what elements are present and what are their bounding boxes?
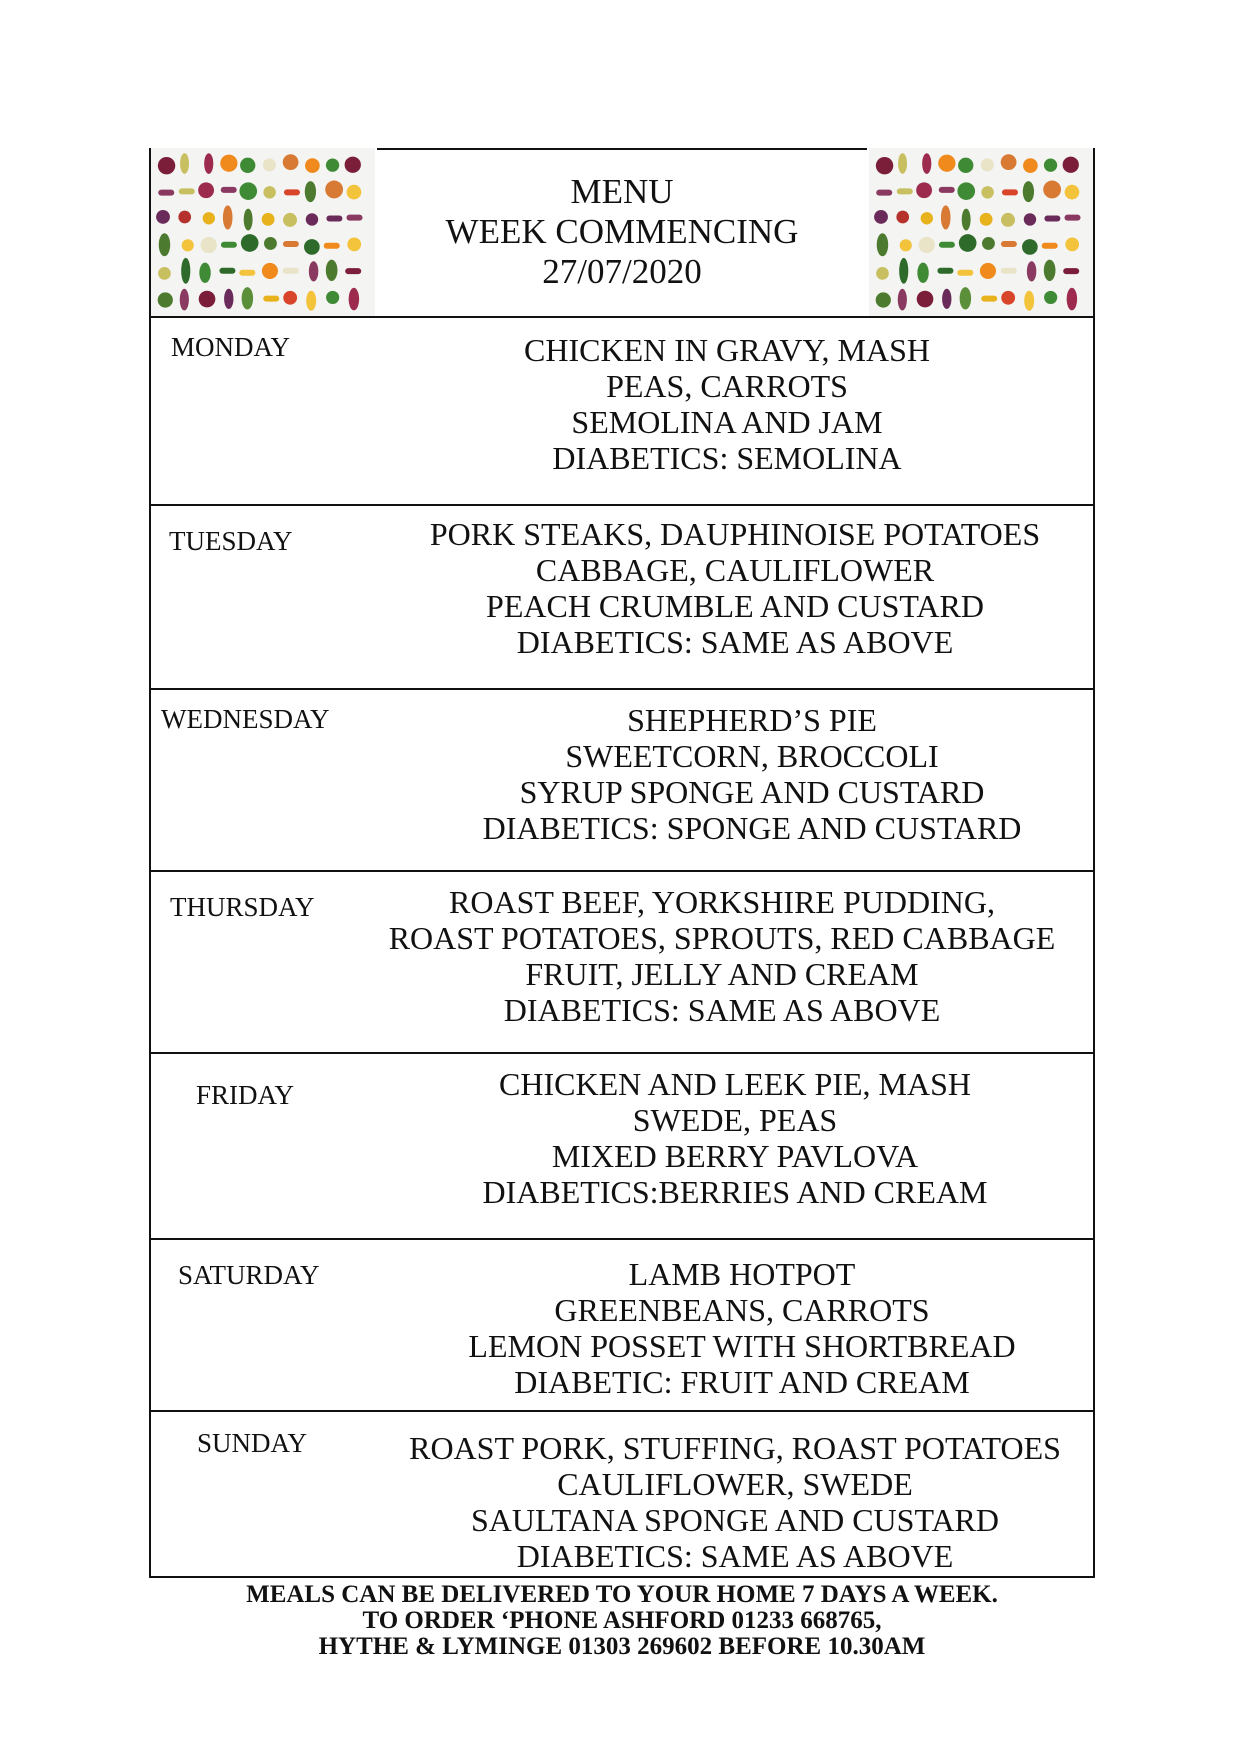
- vegetable-shape: [917, 263, 928, 283]
- day-row-wednesday: [151, 690, 1093, 872]
- vegetable-shape: [921, 212, 933, 224]
- vegetable-shape: [178, 211, 191, 224]
- vegetable-shape: [938, 155, 955, 172]
- day-label: THURSDAY: [170, 892, 315, 922]
- vegetable-shape: [324, 243, 340, 249]
- vegetable-shape: [896, 211, 909, 224]
- meal-line: GREENBEANS, CARROTS: [554, 1292, 930, 1328]
- menu-title: [377, 172, 867, 292]
- week-commencing-label: WEEK COMMENCING: [445, 212, 799, 251]
- meal-lines: [377, 1430, 1093, 1574]
- vegetables-image-right: [869, 148, 1093, 316]
- vegetable-shape: [181, 258, 190, 284]
- vegetable-shape: [876, 190, 892, 196]
- vegetable-shape: [1044, 291, 1057, 304]
- meal-line: DIABETICS:BERRIES AND CREAM: [482, 1174, 988, 1210]
- day-row-friday: [151, 1054, 1093, 1240]
- meal-lines: [361, 332, 1093, 476]
- vegetable-shape: [922, 153, 931, 174]
- vegetable-shape: [982, 237, 995, 250]
- vegetable-shape: [876, 267, 889, 280]
- vegetable-shape: [262, 263, 278, 279]
- vegetable-shape: [283, 268, 299, 274]
- vegetable-shape: [224, 289, 233, 309]
- meal-line: DIABETICS: SPONGE AND CUSTARD: [482, 810, 1022, 846]
- vegetable-shape: [916, 182, 932, 198]
- vegetable-shape: [900, 239, 912, 251]
- vegetable-shape: [1065, 185, 1080, 200]
- vegetable-shape: [325, 181, 343, 199]
- meal-line: FRUIT, JELLY AND CREAM: [525, 956, 919, 992]
- vegetable-shape: [198, 182, 214, 198]
- meal-line: ROAST POTATOES, SPROUTS, RED CABBAGE: [388, 920, 1056, 956]
- vegetable-shape: [919, 237, 935, 253]
- vegetable-shape: [941, 205, 951, 229]
- vegetable-shape: [201, 237, 217, 253]
- vegetable-shape: [283, 291, 297, 305]
- vegetable-shape: [306, 213, 318, 225]
- meal-line: ROAST PORK, STUFFING, ROAST POTATOES: [409, 1430, 1061, 1466]
- day-label: FRIDAY: [196, 1080, 295, 1110]
- vegetable-shape: [305, 181, 316, 202]
- vegetable-shape: [262, 213, 275, 226]
- vegetable-shape: [239, 182, 257, 200]
- meal-lines: [377, 516, 1093, 660]
- meal-lines: [351, 884, 1093, 1028]
- vegetable-shape: [1001, 268, 1017, 274]
- vegetable-shape: [959, 234, 977, 252]
- vegetable-shape: [1022, 239, 1038, 255]
- vegetable-shape: [158, 292, 173, 307]
- vegetable-shape: [345, 268, 361, 274]
- meal-line: CAULIFLOWER, SWEDE: [557, 1466, 913, 1502]
- vegetable-shape: [1001, 154, 1017, 170]
- vegetable-shape: [158, 157, 175, 174]
- vegetable-shape: [345, 157, 361, 173]
- vegetable-shape: [1001, 291, 1015, 305]
- meal-line: DIABETICS: SAME AS ABOVE: [516, 624, 954, 660]
- vegetable-shape: [957, 270, 973, 276]
- vegetable-shape: [897, 188, 913, 194]
- meal-lines: [391, 1256, 1093, 1400]
- day-row-monday: [151, 318, 1093, 506]
- vegetable-shape: [1065, 215, 1081, 221]
- vegetable-shape: [283, 213, 297, 227]
- vegetable-shape: [219, 268, 235, 274]
- vegetable-shape: [1044, 215, 1060, 221]
- vegetable-shape: [239, 270, 255, 276]
- vegetable-shape: [263, 186, 275, 198]
- meal-line: SHEPHERD’S PIE: [627, 702, 877, 738]
- vegetable-shape: [220, 155, 237, 172]
- vegetable-shape: [960, 287, 971, 309]
- ordering-info-footer: [149, 1582, 1095, 1660]
- vegetable-shape: [1024, 291, 1034, 311]
- meal-line: SEMOLINA AND JAM: [571, 404, 883, 440]
- meal-line: ROAST BEEF, YORKSHIRE PUDDING,: [449, 884, 995, 920]
- vegetable-shape: [1023, 181, 1034, 202]
- vegetable-shape: [1044, 260, 1056, 281]
- vegetable-shape: [876, 157, 893, 174]
- vegetable-shape: [347, 215, 363, 221]
- ashford-phone: TO ORDER ‘PHONE ASHFORD 01233 668765,: [362, 1607, 882, 1634]
- vegetable-shape: [305, 158, 320, 173]
- header-top-border: [377, 148, 867, 150]
- meal-line: CHICKEN IN GRAVY, MASH: [524, 332, 930, 368]
- meal-line: LAMB HOTPOT: [628, 1256, 856, 1292]
- vegetable-shape: [326, 215, 342, 221]
- meal-line: SYRUP SPONGE AND CUSTARD: [519, 774, 985, 810]
- vegetable-shape: [182, 239, 194, 251]
- vegetable-shape: [958, 158, 973, 173]
- vegetable-shape: [898, 289, 907, 311]
- vegetable-shape: [939, 242, 955, 248]
- week-date: 27/07/2020: [542, 252, 702, 291]
- vegetable-shape: [980, 213, 993, 226]
- vegetable-shape: [244, 209, 253, 231]
- meal-line: DIABETICS: SAME AS ABOVE: [503, 992, 941, 1028]
- vegetable-shape: [917, 291, 934, 308]
- meal-line: LEMON POSSET WITH SHORTBREAD: [468, 1328, 1016, 1364]
- vegetable-shape: [1042, 243, 1058, 249]
- vegetable-shape: [304, 239, 320, 255]
- day-label: MONDAY: [171, 332, 291, 362]
- day-label: SATURDAY: [178, 1260, 320, 1290]
- vegetable-shape: [326, 291, 339, 304]
- vegetable-shape: [204, 153, 213, 174]
- day-label: SUNDAY: [197, 1428, 308, 1458]
- vegetable-shape: [284, 189, 300, 195]
- day-label: TUESDAY: [169, 526, 293, 556]
- meal-line: DIABETICS: SEMOLINA: [552, 440, 902, 476]
- vegetable-shape: [326, 260, 338, 281]
- vegetable-shape: [1065, 237, 1079, 251]
- vegetable-shape: [980, 263, 996, 279]
- vegetable-shape: [283, 241, 299, 247]
- vegetable-shape: [1023, 158, 1038, 173]
- vegetable-shape: [179, 188, 195, 194]
- vegetable-shape: [199, 263, 210, 283]
- vegetable-shape: [942, 289, 951, 309]
- vegetable-shape: [957, 182, 975, 200]
- vegetable-shape: [899, 258, 908, 284]
- vegetables-illustration: [151, 148, 375, 316]
- vegetable-shape: [221, 242, 237, 248]
- vegetable-shape: [1063, 268, 1079, 274]
- meal-line: PEAS, CARROTS: [606, 368, 848, 404]
- vegetable-shape: [180, 289, 189, 311]
- vegetable-shape: [203, 212, 215, 224]
- vegetable-shape: [876, 292, 891, 307]
- vegetable-shape: [937, 268, 953, 274]
- vegetable-shape: [180, 153, 189, 174]
- meal-line: CABBAGE, CAULIFLOWER: [535, 552, 935, 588]
- vegetable-shape: [158, 190, 174, 196]
- vegetable-shape: [223, 205, 233, 229]
- meal-line: DIABETICS: SAME AS ABOVE: [516, 1538, 954, 1574]
- day-label: WEDNESDAY: [161, 704, 330, 734]
- day-row-saturday: [151, 1240, 1093, 1412]
- vegetable-shape: [939, 187, 955, 193]
- vegetable-shape: [1024, 213, 1036, 225]
- meal-line: PORK STEAKS, DAUPHINOISE POTATOES: [429, 516, 1041, 552]
- vegetable-shape: [874, 210, 888, 224]
- vegetable-shape: [263, 158, 276, 171]
- meal-lines: [411, 702, 1093, 846]
- vegetable-shape: [264, 237, 277, 250]
- vegetable-shape: [962, 209, 971, 231]
- vegetable-shape: [326, 159, 339, 172]
- menu-title-line: MENU: [570, 172, 674, 211]
- vegetable-shape: [1067, 288, 1077, 311]
- vegetable-shape: [1002, 189, 1018, 195]
- meal-line: PEACH CRUMBLE AND CUSTARD: [486, 588, 984, 624]
- day-row-sunday: [151, 1412, 1093, 1576]
- vegetable-shape: [283, 154, 299, 170]
- vegetable-shape: [981, 186, 993, 198]
- menu-header-row: [151, 148, 1093, 318]
- meal-line: SWEDE, PEAS: [632, 1102, 838, 1138]
- vegetable-shape: [309, 261, 318, 281]
- meal-line: CHICKEN AND LEEK PIE, MASH: [499, 1066, 971, 1102]
- hythe-lyminge-phone: HYTHE & LYMINGE 01303 269602 BEFORE 10.30AM: [318, 1633, 926, 1660]
- vegetable-shape: [1027, 261, 1036, 281]
- vegetable-shape: [877, 233, 888, 256]
- vegetable-shape: [199, 291, 216, 308]
- vegetable-shape: [263, 296, 279, 302]
- vegetable-shape: [1043, 181, 1061, 199]
- vegetables-image-left: [151, 148, 375, 316]
- meal-line: SWEETCORN, BROCCOLI: [565, 738, 939, 774]
- day-row-tuesday: [151, 506, 1093, 690]
- vegetable-shape: [1063, 157, 1079, 173]
- vegetable-shape: [1044, 159, 1057, 172]
- meal-lines: [377, 1066, 1093, 1210]
- meal-line: SAULTANA SPONGE AND CUSTARD: [471, 1502, 999, 1538]
- vegetable-shape: [240, 158, 255, 173]
- vegetable-shape: [221, 187, 237, 193]
- vegetable-shape: [242, 287, 253, 309]
- vegetable-shape: [347, 237, 361, 251]
- vegetable-shape: [347, 185, 362, 200]
- vegetable-shape: [241, 234, 259, 252]
- vegetables-illustration: [869, 148, 1093, 316]
- day-row-thursday: [151, 872, 1093, 1054]
- vegetable-shape: [158, 267, 171, 280]
- vegetable-shape: [898, 153, 907, 174]
- menu-table: [149, 148, 1095, 1578]
- vegetable-shape: [981, 296, 997, 302]
- meal-line: DIABETIC: FRUIT AND CREAM: [514, 1364, 970, 1400]
- vegetable-shape: [159, 233, 170, 256]
- delivery-note: MEALS CAN BE DELIVERED TO YOUR HOME 7 DAYS A WEEK.: [246, 1581, 998, 1608]
- meal-line: MIXED BERRY PAVLOVA: [551, 1138, 919, 1174]
- vegetable-shape: [306, 291, 316, 311]
- vegetable-shape: [1001, 241, 1017, 247]
- vegetable-shape: [1001, 213, 1015, 227]
- vegetable-shape: [981, 158, 994, 171]
- vegetable-shape: [349, 288, 359, 311]
- vegetable-shape: [156, 210, 170, 224]
